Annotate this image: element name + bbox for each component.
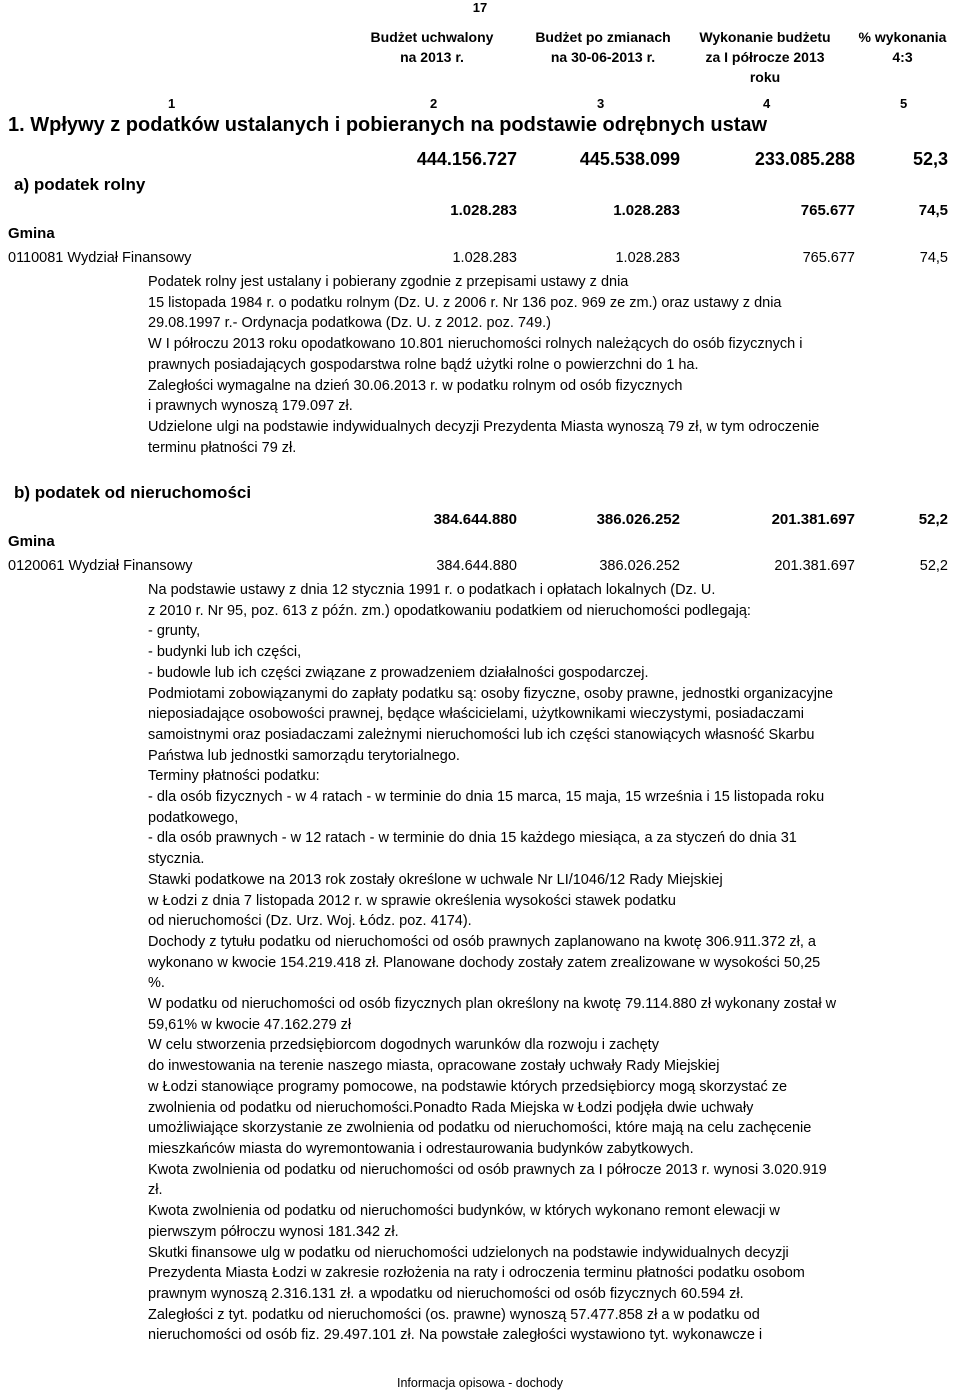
description-line: mieszkańców miasta do wyremontowania i odrestaurowania budynków zabytkowych.	[148, 1140, 694, 1157]
subsection-b-total-adopted: 384.644.880	[433, 511, 517, 528]
header-budget-adopted	[352, 27, 512, 67]
subsection-b-total-amended: 386.026.252	[596, 511, 680, 528]
section-total-percent: 52,3	[912, 149, 948, 169]
description-line: prawnych posiadających gospodarstwa rolne bądź użytki rolne o powierzchni do 1 ha.	[148, 356, 699, 373]
description-line: pierwszym półroczu wynosi 181.342 zł.	[148, 1223, 399, 1240]
subsection-a-description	[148, 272, 819, 458]
description-line: W podatku od nieruchomości od osób fizycznych plan określony na kwotę 79.114.880 zł wykonany został w	[148, 996, 837, 1013]
subsection-b-gmina-label: Gmina	[8, 533, 55, 550]
description-line: wykonano w kwocie 154.219.418 zł. Planowane dochody zostały zatem zrealizowane w wysokości 50,25	[148, 954, 821, 971]
description-line: nieruchomości od osób fiz. 29.497.101 zł. Na powstałe zaległości wystawiono tyt. wykonawcze i	[148, 1327, 763, 1344]
description-line: W I półroczu 2013 roku opodatkowano 10.801 nieruchomości rolnych należących do osób fizycznych i	[148, 336, 803, 353]
subsection-a-total-executed: 765.677	[800, 202, 855, 219]
subsection-a-row-amended: 1.028.283	[615, 250, 680, 266]
header-execution	[682, 27, 848, 87]
header-execution-line1: Wykonanie budżetu	[699, 29, 831, 45]
description-line: do inwestowania na terenie naszego miasta, opracowane zostały uchwały Rady Miejskiej	[148, 1058, 720, 1075]
subsection-b-title: b) podatek od nieruchomości	[14, 483, 252, 502]
header-budget-adopted-line2: na 2013 r.	[400, 49, 464, 65]
header-execution-line2: za I półrocze 2013	[705, 49, 825, 65]
description-line: W celu stworzenia przedsiębiorcom dogodnych warunków dla rozwoju i zachęty	[148, 1037, 659, 1054]
description-line: terminu płatności 79 zł.	[148, 439, 297, 456]
description-line: Na podstawie ustawy z dnia 12 stycznia 1991 r. o podatkach i opłatach lokalnych (Dz. U.	[148, 582, 716, 598]
column-number-3: 3	[597, 96, 605, 111]
description-line: stycznia.	[148, 851, 205, 868]
description-line: - grunty,	[148, 623, 201, 640]
description-line: z 2010 r. Nr 95, poz. 613 z późn. zm.) opodatkowaniu podatkiem od nieruchomości podlegają:	[148, 602, 751, 619]
description-line: - dla osób prawnych - w 12 ratach - w terminie do dnia 15 każdego miesiąca, a za styczeń do dnia 31	[148, 830, 797, 847]
subsection-a-total-percent: 74,5	[918, 202, 948, 219]
header-budget-adopted-line1: Budżet uchwalony	[370, 29, 494, 45]
description-line: Państwa lub jednostki samorządu terytorialnego.	[148, 747, 460, 764]
description-line: Podmiotami zobowiązanymi do zapłaty podatku są: osoby fizyczne, osoby prawne, jednostki organizacyjne	[148, 685, 834, 702]
description-line: i prawnych wynoszą 179.097 zł.	[148, 398, 353, 415]
column-number-5: 5	[900, 96, 908, 111]
description-line: - budynki lub ich części,	[148, 644, 302, 661]
description-line: Zaległości z tyt. podatku od nieruchomości (os. prawne) wynoszą 57.477.858 zł a w podatku od	[148, 1306, 760, 1323]
description-line: - budowle lub ich części związane z prowadzeniem działalności gospodarczej.	[148, 664, 649, 681]
subsection-a-row-adopted: 1.028.283	[452, 250, 517, 266]
description-line: podatkowego,	[148, 809, 239, 826]
description-line: Kwota zwolnienia od podatku od nieruchomości od osób prawnych za I półrocze 2013 r. wynosi 3.020.919	[148, 1161, 827, 1178]
description-line: 29.08.1997 r.- Ordynacja podatkowa (Dz. U. z 2012. poz. 749.)	[148, 315, 552, 332]
description-line: - dla osób fizycznych - w 4 ratach - w terminie do dnia 15 marca, 15 maja, 15 września i 15 listopada roku	[148, 789, 825, 806]
description-line: Prezydenta Miasta Łodzi w zakresie rozłożenia na raty i odroczenia terminu płatności podatku osobom	[148, 1265, 805, 1282]
description-line: umożliwiające skorzystanie ze zwolnienia od podatku od nieruchomości, które mają na celu zachęcenie	[148, 1120, 812, 1137]
description-line: 59,61% w kwocie 47.162.279 zł	[148, 1016, 352, 1033]
header-budget-amended-line1: Budżet po zmianach	[535, 29, 671, 45]
subsection-b-row-code: 0120061 Wydział Finansowy	[8, 558, 193, 574]
subsection-b-description	[148, 580, 836, 1346]
header-budget-amended	[517, 27, 689, 67]
subsection-b-total-executed: 201.381.697	[771, 511, 855, 528]
header-percent-line1: % wykonania	[858, 29, 947, 45]
description-line: Dochody z tytułu podatku od nieruchomości od osób prawnych zaplanowano na kwotę 306.911.372 zł, a	[148, 933, 816, 950]
section-total-amended: 445.538.099	[579, 149, 680, 169]
subsection-b-total-percent: 52,2	[918, 511, 948, 528]
footer: Informacja opisowa - dochody	[396, 1376, 564, 1390]
description-line: od nieruchomości (Dz. Urz. Woj. Łódz. poz. 4174).	[148, 913, 472, 930]
column-number-4: 4	[763, 96, 771, 111]
subsection-a-total-amended: 1.028.283	[613, 202, 680, 219]
description-line: 15 listopada 1984 r. o podatku rolnym (Dz. U. z 2006 r. Nr 136 poz. 969 ze zm.) oraz ustawy z dnia	[148, 294, 782, 311]
subsection-a-row-percent: 74,5	[919, 250, 948, 266]
header-percent	[845, 27, 960, 67]
description-line: nieposiadające osobowości prawnej, będące właścicielami, użytkownikami wieczystymi, posiadaczami	[148, 706, 805, 723]
description-line: w Łodzi stanowiące programy pomocowe, na podstawie których przedsiębiorcy mogą skorzystać ze	[148, 1078, 788, 1095]
section-total-adopted: 444.156.727	[416, 149, 517, 169]
subsection-b-row-adopted: 384.644.880	[436, 558, 517, 574]
subsection-b-row-percent: 52,2	[919, 558, 948, 574]
header-budget-amended-line2: na 30-06-2013 r.	[550, 49, 656, 65]
description-line: %.	[148, 975, 165, 992]
description-line: Zaległości wymagalne na dzień 30.06.2013 r. w podatku rolnym od osób fizycznych	[148, 377, 683, 394]
subsection-a-gmina-label: Gmina	[8, 225, 55, 242]
description-line: Skutki finansowe ulg w podatku od nieruchomości udzielonych na podstawie indywidualnych decyzji	[148, 1244, 789, 1261]
subsection-a-title: a) podatek rolny	[14, 175, 146, 194]
description-line: prawnym wynoszą 2.316.131 zł. a wpodatku od nieruchomości od osób fizycznych 60.594 zł.	[148, 1285, 744, 1302]
description-line: Stawki podatkowe na 2013 rok zostały określone w uchwale Nr LI/1046/12 Rady Miejskiej	[148, 871, 723, 888]
description-line: Terminy płatności podatku:	[148, 768, 320, 785]
page-number: 17	[472, 0, 488, 15]
description-line: zł.	[148, 1182, 163, 1199]
description-line: zwolnienia od podatku od nieruchomości.Ponadto Rada Miejska w Łodzi podjęła dwie uchwały	[148, 1099, 754, 1116]
description-line: Udzielone ulgi na podstawie indywidualnych decyzji Prezydenta Miasta wynoszą 79 zł, w tym odroczenie	[148, 418, 820, 435]
description-line: Kwota zwolnienia od podatku od nieruchomości budynków, w których wykonano remont elewacji w	[148, 1203, 780, 1220]
column-number-1: 1	[168, 96, 176, 111]
subsection-b-row-executed: 201.381.697	[774, 558, 855, 574]
description-line: samoistnymi oraz posiadaczami zależnymi nieruchomości lub ich części stanowiących własność Skarbu	[148, 726, 815, 743]
subsection-a-row-code: 0110081 Wydział Finansowy	[8, 250, 192, 266]
subsection-a-row-executed: 765.677	[802, 250, 855, 266]
description-line: w Łodzi z dnia 7 listopada 2012 r. w sprawie określenia wysokości stawek podatku	[148, 892, 676, 909]
description-line: Podatek rolny jest ustalany i pobierany zgodnie z przepisami ustawy z dnia	[148, 274, 629, 290]
subsection-b-row-amended: 386.026.252	[599, 558, 680, 574]
header-execution-line3: roku	[749, 69, 781, 85]
subsection-a-total-adopted: 1.028.283	[450, 202, 517, 219]
header-percent-line2: 4:3	[892, 49, 913, 65]
column-number-2: 2	[430, 96, 438, 111]
section-total-executed: 233.085.288	[754, 149, 855, 169]
section-title: 1. Wpływy z podatków ustalanych i pobieranych na podstawie odrębnych ustaw	[8, 114, 768, 136]
